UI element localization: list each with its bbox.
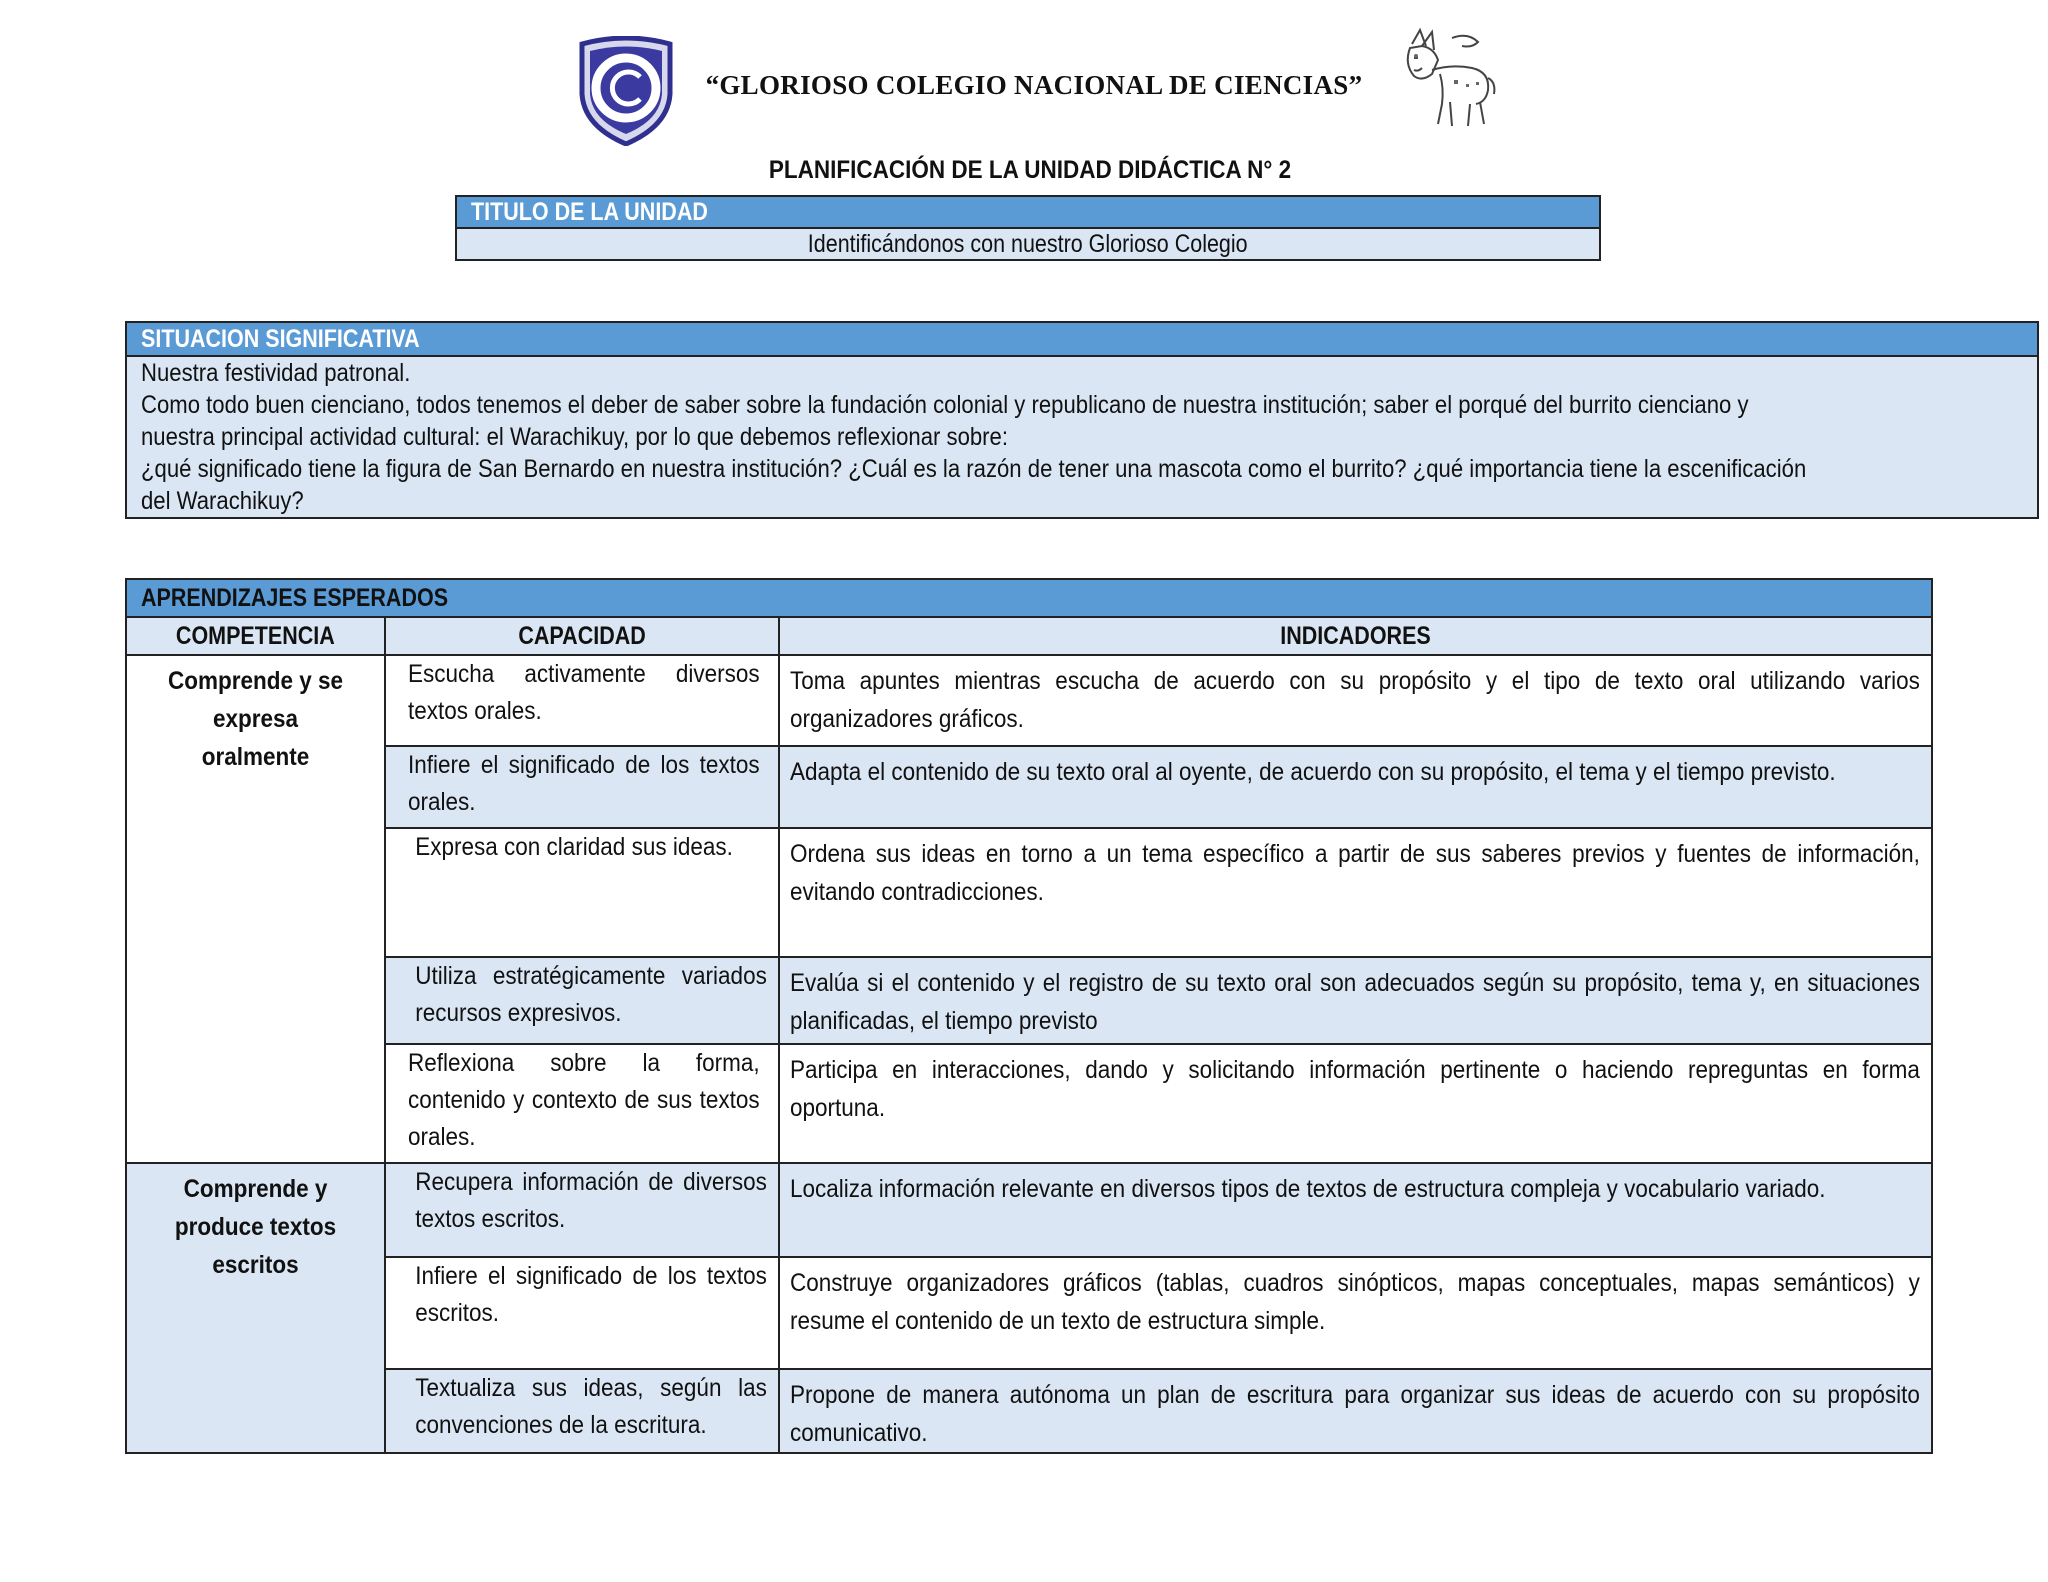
situacion-line: ¿qué significado tiene la figura de San Bernardo en nuestra institución? ¿Cuál es la razón de tener una mascota como el burrito? ¿qué importancia tiene la escenificación [141, 455, 1807, 483]
capacidad-cell: Infiere el significado de los textos orales. [385, 746, 779, 828]
document-title: PLANIFICACIÓN DE LA UNIDAD DIDÁCTICA N° 2 [768, 156, 1292, 184]
situacion-line: Como todo buen cienciano, todos tenemos el deber de saber sobre la fundación colonial y republicano de nuestra institución; saber el porqué del burrito cienciano y [141, 391, 1749, 419]
situacion-significativa-label: SITUACION SIGNIFICATIVA [126, 322, 2038, 356]
situacion-line: nuestra principal actividad cultural: el Warachikuy, por lo que debemos reflexionar sobre: [141, 423, 1009, 451]
titulo-unidad-label: TITULO DE LA UNIDAD [456, 196, 1600, 228]
indicador-cell: Adapta el contenido de su texto oral al oyente, de acuerdo con su propósito, el tema y el tiempo previsto. [779, 746, 1932, 828]
school-name: “GLORIOSO COLEGIO NACIONAL DE CIENCIAS” [705, 70, 1363, 100]
capacidad-cell: Expresa con claridad sus ideas. [385, 828, 779, 957]
document-header [0, 22, 2048, 184]
indicador-cell: Construye organizadores gráficos (tablas, cuadros sinópticos, mapas conceptuales, mapas semánticos) y resume el contenido de un texto de estructura simple. [779, 1257, 1932, 1369]
column-header-indicadores: INDICADORES [779, 617, 1932, 655]
aprendizajes-esperados-label: APRENDIZAJES ESPERADOS [126, 579, 1932, 617]
situacion-significativa-table [125, 321, 2039, 519]
situacion-significativa-body [126, 356, 2038, 518]
capacidad-cell: Reflexiona sobre la forma, contenido y contexto de sus textos orales. [385, 1044, 779, 1163]
school-shield-logo-icon [576, 36, 676, 146]
situacion-line: Nuestra festividad patronal. [141, 359, 411, 387]
indicador-cell: Propone de manera autónoma un plan de escritura para organizar sus ideas de acuerdo con su propósito comunicativo. [779, 1369, 1932, 1453]
indicador-cell: Localiza información relevante en diversos tipos de textos de estructura compleja y vocabulario variado. [779, 1163, 1932, 1257]
capacidad-cell: Textualiza sus ideas, según las convenciones de la escritura. [385, 1369, 779, 1453]
capacidad-cell: Utiliza estratégicamente variados recursos expresivos. [385, 957, 779, 1044]
capacidad-cell: Infiere el significado de los textos escritos. [385, 1257, 779, 1369]
titulo-unidad-value: Identificándonos con nuestro Glorioso Colegio [456, 228, 1600, 260]
competencia-cell: Comprende y se expresa oralmente [126, 655, 385, 1163]
column-header-capacidad: CAPACIDAD [385, 617, 779, 655]
capacidad-cell: Escucha activamente diversos textos orales. [385, 655, 779, 746]
indicador-cell: Evalúa si el contenido y el registro de su texto oral son adecuados según su propósito, tema y, en situaciones planificadas, el tiempo previsto [779, 957, 1932, 1044]
competencia-cell: Comprende y produce textos escritos [126, 1163, 385, 1453]
indicador-cell: Ordena sus ideas en torno a un tema específico a partir de sus saberes previos y fuentes de información, evitando contradicciones. [779, 828, 1932, 957]
aprendizajes-esperados-table [125, 578, 1933, 1454]
indicador-cell: Participa en interacciones, dando y solicitando información pertinente o haciendo repreguntas en forma oportuna. [779, 1044, 1932, 1163]
situacion-line: del Warachikuy? [141, 487, 304, 515]
titulo-unidad-table [455, 195, 1601, 261]
donkey-mascot-icon [1392, 24, 1500, 134]
capacidad-cell: Recupera información de diversos textos escritos. [385, 1163, 779, 1257]
indicador-cell: Toma apuntes mientras escucha de acuerdo con su propósito y el tipo de texto oral utilizando varios organizadores gráficos. [779, 655, 1932, 746]
column-header-competencia: COMPETENCIA [126, 617, 385, 655]
